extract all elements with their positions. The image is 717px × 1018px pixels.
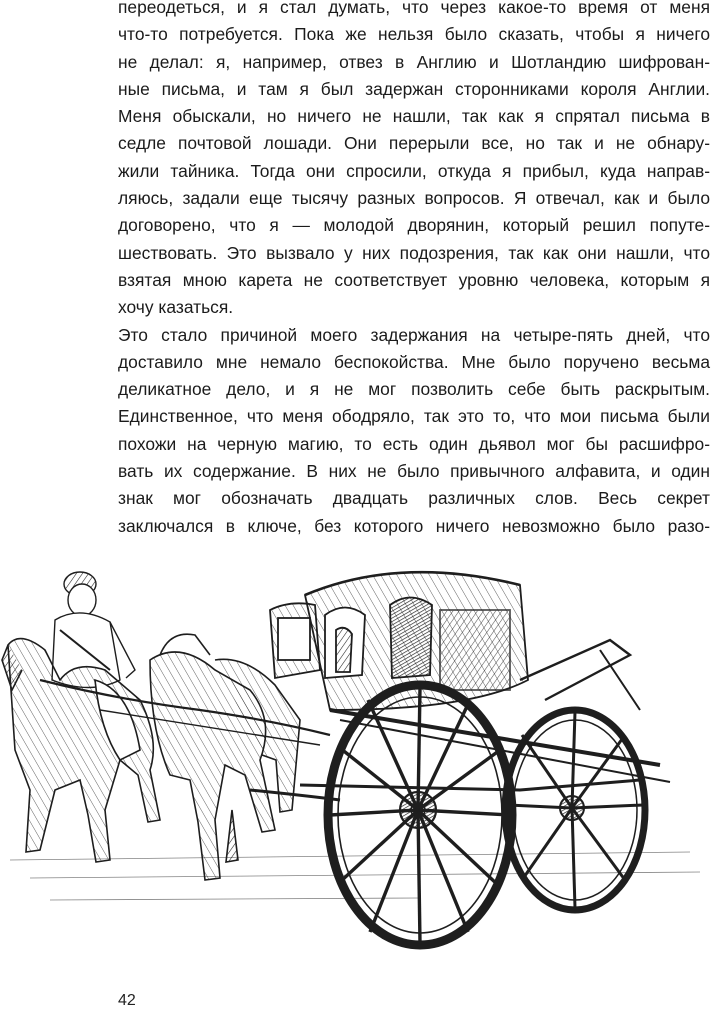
body-text [118, 0, 710, 540]
rear-wheel [505, 710, 645, 910]
text-line: переодеться, и я стал думать, что через какое-то время от меня [118, 0, 710, 17]
text-line: Единственное, что меня ободряло, так это то, что мои письма были [118, 406, 710, 427]
text-line: ные письма, и там я был задержан сторонниками короля Англии. [118, 78, 710, 99]
text-line: деликатное дело, и я не мог позволить себе быть раскрытым. [118, 379, 710, 400]
text-line: взятая мною карета не соответствует уровню человека, которым я [118, 269, 710, 290]
front-wheel [328, 685, 512, 945]
carriage-illustration [0, 560, 717, 955]
ground [10, 852, 700, 900]
text-line: заключался в ключе, без которого ничего невозможно было разо- [118, 515, 710, 536]
text-line: жили тайника. Тогда они спросили, откуда я прибыл, куда направ- [118, 160, 710, 181]
carriage-body [270, 572, 670, 782]
text-line: не делал: я, например, отвез в Англию и Шотландию шифрован- [118, 51, 710, 72]
text-line: договорено, что я — молодой дворянин, который решил попуте- [118, 215, 710, 236]
text-line: что-то потребуется. Пока же нельзя было сказать, чтобы я ничего [118, 24, 710, 45]
text-line: Меня обыскали, но ничего не нашли, так как я спрятал письма в [118, 106, 710, 127]
text-line: похожи на черную магию, то есть один дьявол мог бы расшифро- [118, 433, 710, 454]
page-number: 42 [118, 992, 136, 1009]
text-line: шествовать. Это вызвало у них подозрения, так как они нашли, что [118, 242, 710, 263]
text-line: седле почтовой лошади. Они перерыли все, но так и не обнару- [118, 133, 710, 154]
text-line: ляюсь, задали еще тысячу разных вопросов. Я отвечал, как и было [118, 188, 710, 209]
text-line: Это стало причиной моего задержания на четыре-пять дней, что [118, 324, 710, 345]
text-line: хочу казаться. [118, 297, 234, 318]
text-line: знак мог обозначать двадцать различных слов. Весь секрет [118, 488, 710, 509]
text-line: доставило мне немало беспокойства. Мне было поручено весьма [118, 351, 710, 372]
text-line: вать их содержание. В них не было привычного алфавита, и один [118, 461, 710, 482]
